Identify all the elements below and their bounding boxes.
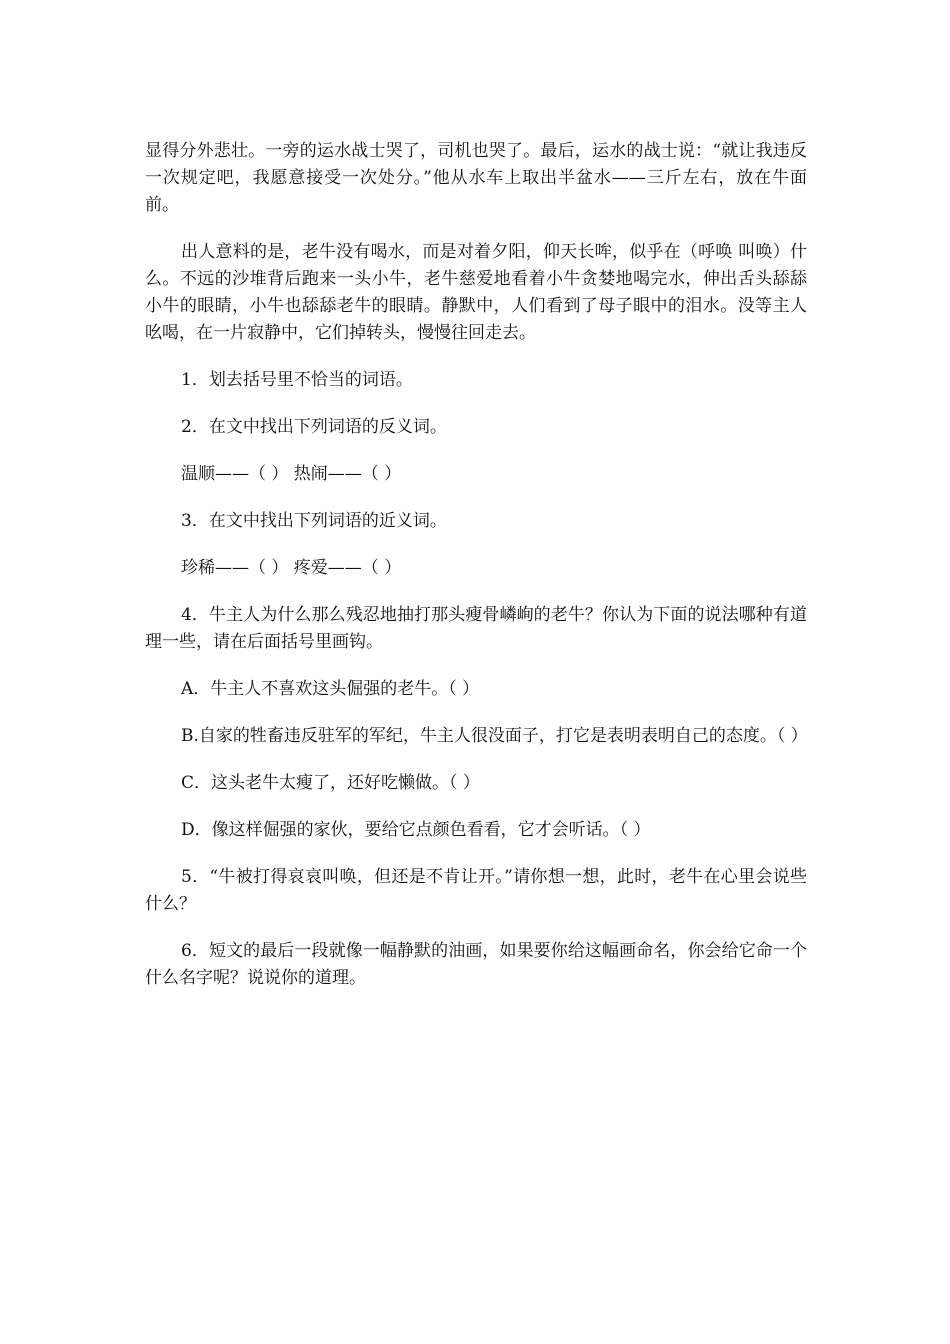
story-paragraph-continuation: 显得分外悲壮。一旁的运水战士哭了，司机也哭了。最后，运水的战士说：“就让我违反一次规定吧，我愿意接受一次处分。”他从水车上取出半盆水——三斤左右，放在牛面前。 (145, 141, 807, 215)
question-6: 6．短文的最后一段就像一幅静默的油画，如果要你给这幅画命名，你会给它命一个什么名字呢？说说你的道理。 (145, 941, 807, 988)
question-2-blanks: 温顺——（ ） 热闹——（ ） (181, 464, 402, 484)
question-5: 5．“牛被打得哀哀叫唤，但还是不肯让开。”请你想一想，此时，老牛在心里会说些什么？ (145, 867, 807, 914)
question-3: 3．在文中找出下列词语的近义词。 (181, 511, 447, 531)
question-4: 4．牛主人为什么那么残忍地抽打那头瘦骨嶙峋的老牛？你认为下面的说法哪种有道理一些，请在后面括号里画钩。 (145, 605, 807, 652)
option-c: C．这头老牛太瘦了，还好吃懒做。（ ） (181, 773, 480, 793)
document-page (145, 138, 807, 992)
option-a: A．牛主人不喜欢这头倔强的老牛。（ ） (181, 679, 480, 699)
question-2: 2．在文中找出下列词语的反义词。 (181, 417, 447, 437)
option-d: D．像这样倔强的家伙，要给它点颜色看看，它才会听话。（ ） (181, 820, 651, 840)
question-1: 1．划去括号里不恰当的词语。 (181, 370, 413, 390)
option-b: B.自家的牲畜违反驻军的军纪，牛主人很没面子，打它是表明表明自己的态度。（ ） (181, 726, 808, 746)
story-paragraph-ending: 出人意料的是，老牛没有喝水，而是对着夕阳，仰天长哞，似乎在（呼唤 叫唤）什么。不远的沙堆背后跑来一头小牛，老牛慈爱地看着小牛贪婪地喝完水，伸出舌头舔舔小牛的眼睛，小牛也舔舔老牛的眼睛。静默中，人们看到了母子眼中的泪水。没等主人吆喝，在一片寂静中，它们掉转头，慢慢往回走去。 (145, 242, 807, 343)
question-3-blanks: 珍稀——（ ） 疼爱——（ ） (181, 558, 402, 578)
